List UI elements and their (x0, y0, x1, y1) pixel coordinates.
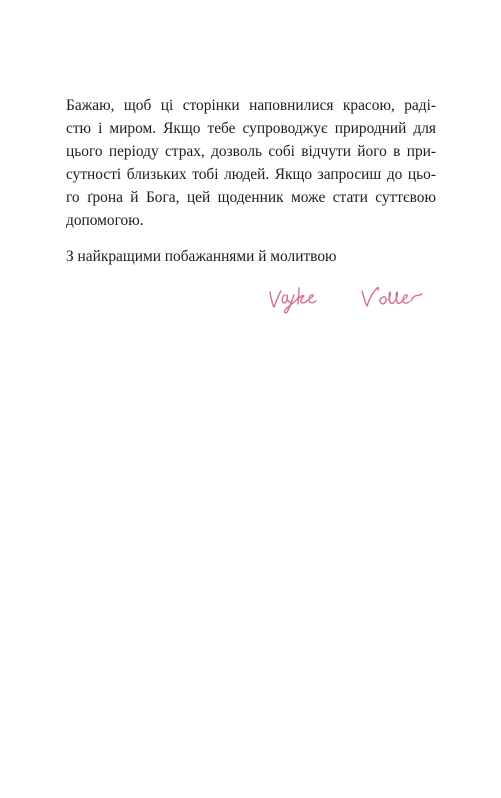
paragraph-line-2: стю і миром. Якщо тебе супроводжує природний для (66, 120, 436, 137)
paragraph-line-4: сутності близьких тобі людей. Якщо запросиш до цьо- (66, 166, 436, 183)
paragraph-line-5: го ґрона й Бога, цей щоденник може стати суттєвою (66, 189, 436, 206)
closing-line: З найкращими побажаннями й молитвою (66, 248, 337, 265)
handwritten-signature (266, 278, 436, 318)
signature-strokes (270, 288, 422, 313)
paragraph-line-6: допомогою. (66, 212, 144, 229)
paragraph-line-3: цього періоду страх, дозволь собі відчути його в при- (66, 143, 436, 160)
paragraph-line-1: Бажаю, щоб ці сторінки наповнилися красою, раді- (66, 97, 436, 114)
dedication-paragraph (66, 94, 436, 232)
